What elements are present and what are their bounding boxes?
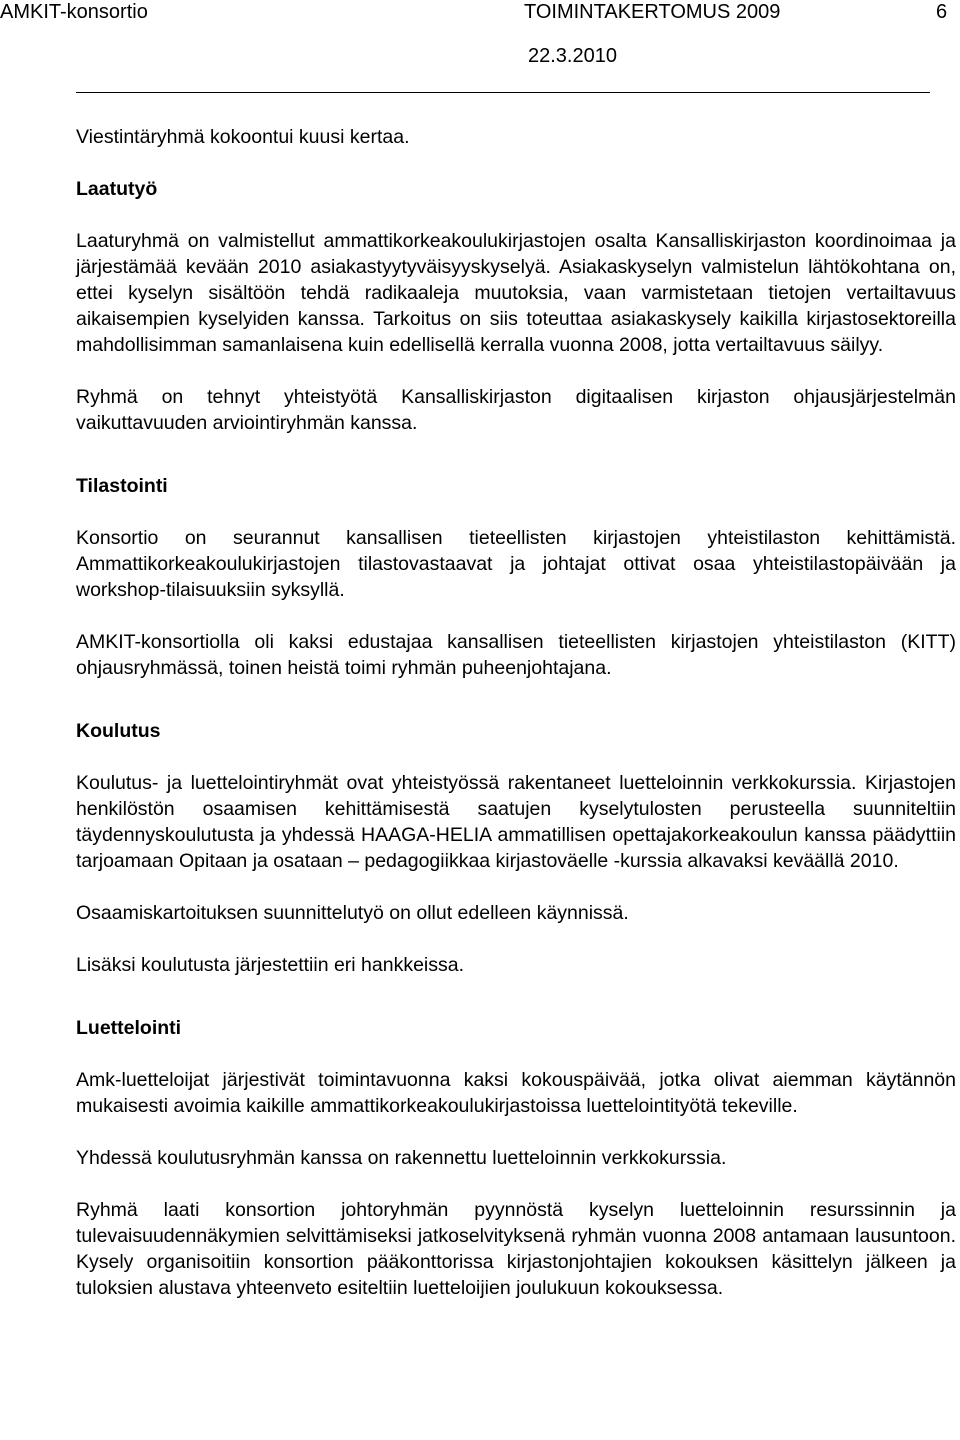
laatutyo-paragraph-1: Laaturyhmä on valmistellut ammattikorkeakoulukirjastojen osalta Kansalliskirjaston koordinoimaa ja järjestämää kevään 2010 asiakastyytyväisyyskyselyä. Asiakaskyselyn valmistelun lähtökohtana on, ettei kyselyn sisältöön tehdä radikaaleja muutoksia, vaan varmistetaan tietojen vertailtavuus aikaisempien kyselyiden kanssa. Tarkoitus on siis toteuttaa asiakaskysely kaikilla kirjastosektoreilla mahdollisimman samanlaisena kuin edellisellä kerralla vuonna 2008, jotta vertailtavuus säilyy. (76, 230, 956, 356)
header-page-number: 6 (936, 1, 948, 23)
section-heading-koulutus: Koulutus (76, 720, 161, 742)
header-divider (76, 92, 930, 93)
tilastointi-paragraph-1: Konsortio on seurannut kansallisen tieteellisten kirjastojen yhteistilaston kehittämistä. Ammattikorkeakoulukirjastojen tilastovastaavat ja johtajat ottivat osaa yhteistilastopäivään ja workshop-tilaisuuksiin syksyllä. (76, 527, 956, 601)
tilastointi-paragraph-2: AMKIT-konsortiolla oli kaksi edustajaa kansallisen tieteellisten kirjastojen yhteistilaston (KITT) ohjausryhmässä, toinen heistä toimi ryhmän puheenjohtajana. (76, 631, 956, 679)
luettelointi-paragraph-2: Yhdessä koulutusryhmän kanssa on rakennettu luetteloinnin verkkokurssia. (76, 1147, 727, 1169)
page-header (0, 0, 960, 96)
document-body (76, 124, 956, 1301)
laatutyo-paragraph-2: Ryhmä on tehnyt yhteistyötä Kansalliskirjaston digitaalisen kirjaston ohjausjärjestelmän vaikuttavuuden arviointiryhmän kanssa. (76, 386, 956, 434)
header-organization: AMKIT-konsortio (0, 1, 148, 23)
koulutus-paragraph-2: Osaamiskartoituksen suunnittelutyö on ollut edelleen käynnissä. (76, 902, 629, 924)
koulutus-paragraph-3: Lisäksi koulutusta järjestettiin eri hankkeissa. (76, 954, 465, 976)
header-document-title: TOIMINTAKERTOMUS 2009 (524, 1, 781, 23)
header-date: 22.3.2010 (528, 45, 617, 67)
intro-paragraph: Viestintäryhmä kokoontui kuusi kertaa. (76, 126, 410, 148)
luettelointi-paragraph-1: Amk-luetteloijat järjestivät toimintavuonna kaksi kokouspäivää, jotka olivat aiemman käytännön mukaisesti avoimia kaikille ammattikorkeakoulukirjastoissa luettelointityötä tekeville. (76, 1069, 956, 1117)
section-heading-luettelointi: Luettelointi (76, 1017, 182, 1039)
luettelointi-paragraph-3: Ryhmä laati konsortion johtoryhmän pyynnöstä kyselyn luetteloinnin resurssinnin ja tulevaisuudennäkymien selvittämiseksi jatkoselvityksenä ryhmän vuonna 2008 antamaan lausuntoon. Kysely organisoitiin konsortion pääkonttorissa kirjastonjohtajien kokouksen käsittelyn jälkeen ja tuloksien alustava yhteenveto esiteltiin luetteloijien joulukuun kokouksessa. (76, 1199, 956, 1299)
section-heading-tilastointi: Tilastointi (76, 475, 168, 497)
koulutus-paragraph-1: Koulutus- ja luettelointiryhmät ovat yhteistyössä rakentaneet luetteloinnin verkkokurssia. Kirjastojen henkilöstön osaamisen kehittämisestä saatujen kyselytulosten perusteella suunniteltiin täydennyskoulutusta ja yhdessä HAAGA-HELIA ammatillisen opettajakorkeakoulun kanssa päädyttiin tarjoamaan Opitaan ja osataan – pedagogiikkaa kirjastoväelle -kurssia alkavaksi keväällä 2010. (76, 772, 956, 872)
section-heading-laatutyo: Laatutyö (76, 178, 158, 200)
